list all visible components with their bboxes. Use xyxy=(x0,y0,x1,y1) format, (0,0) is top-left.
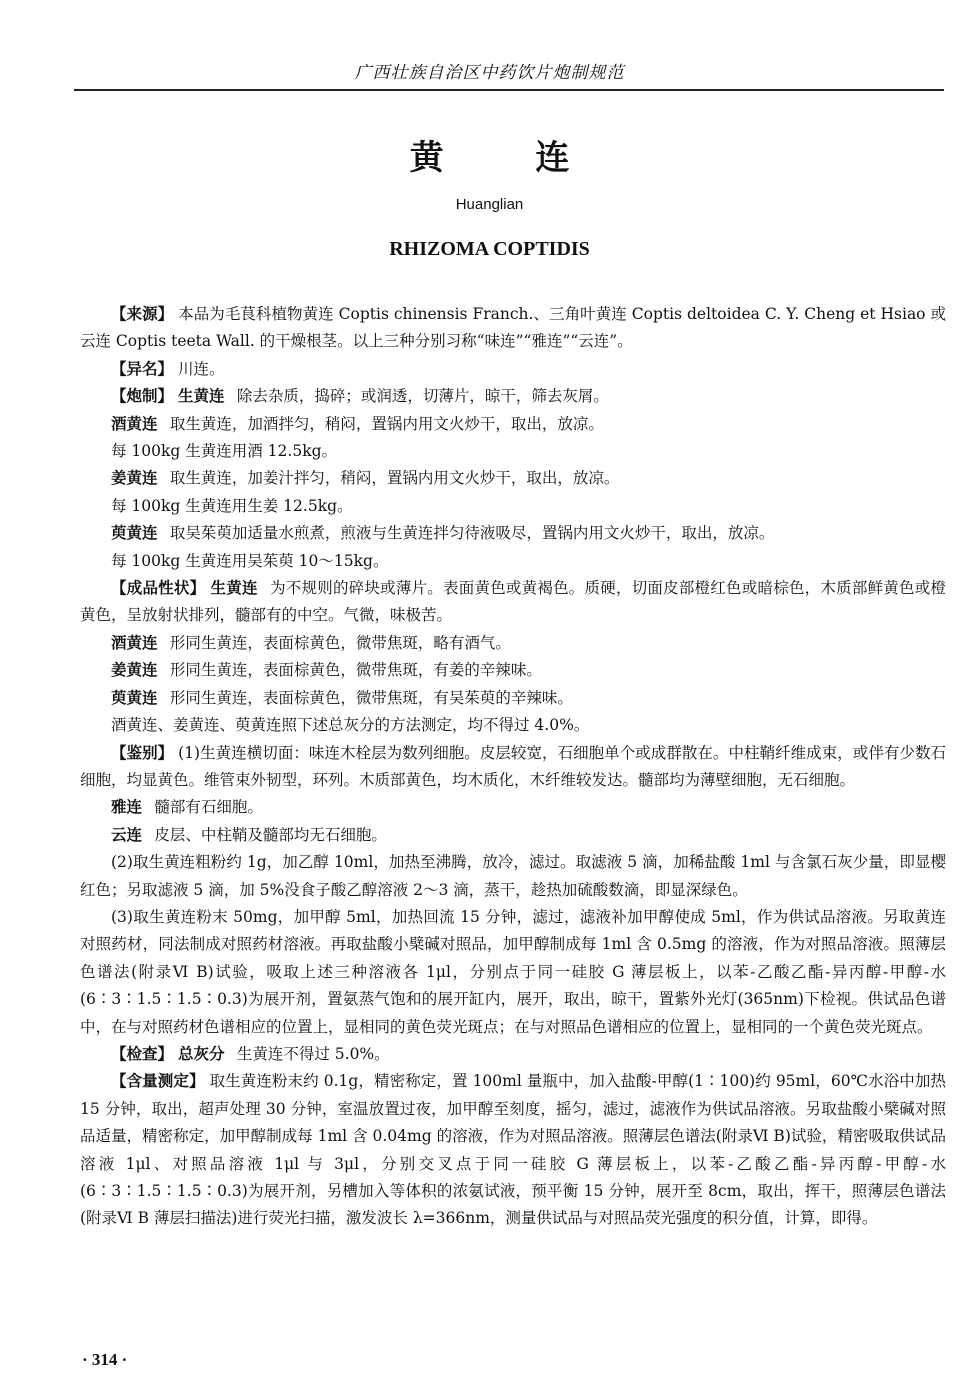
source-text: 本品为毛茛科植物黄连 Coptis chinensis Franch.、三角叶黄连 Coptis deltoidea C. Y. Cheng et Hsiao 或云连 Coptis teeta Wall. 的干燥根茎。以上三种分别习称“味连”“雅连”“云连”。 xyxy=(80,305,946,351)
check-text: 生黄连不得过 5.0%。 xyxy=(236,1044,390,1063)
ident-yun-label: 云连 xyxy=(111,825,143,844)
ginger-ratio: 每 100kg 生黄连用生姜 12.5kg。 xyxy=(111,496,353,515)
source-label: 【来源】 xyxy=(111,305,174,323)
evodia-label: 萸黄连 xyxy=(111,524,158,543)
wine-paragraph xyxy=(80,411,946,438)
char-evodia-text: 形同生黄连，表面棕黄色，微带焦斑，有吴茱萸的辛辣味。 xyxy=(169,688,573,707)
char-raw-text: 为不规则的碎块或薄片。表面黄色或黄褐色。质硬，切面皮部橙红色或暗棕色，木质部鲜黄色或橙黄色，呈放射状排列，髓部有的中空。气微，味极苦。 xyxy=(80,579,946,625)
ident-label: 【鉴别】 xyxy=(111,743,174,762)
ginger-text: 取生黄连，加姜汁拌匀，稍闷，置锅内用文火炒干，取出，放凉。 xyxy=(169,469,620,488)
source-paragraph xyxy=(80,301,946,356)
latin-name: RHIZOMA COPTIDIS xyxy=(389,238,590,260)
alias-paragraph xyxy=(80,356,946,383)
char-evodia-label: 萸黄连 xyxy=(111,688,158,707)
ginger-paragraph xyxy=(80,465,946,492)
ident-paragraph-2: (2)取生黄连粗粉约 1g，加乙醇 10ml，加热至沸腾，放冷，滤过。取滤液 5 滴，加稀盐酸 1ml 与含氯石灰少量，即显樱红色；另取滤液 5 滴，加 5%没食子酸乙醇溶液 2～3 滴，蒸干，趁热加硫酸数滴，即显深绿色。 xyxy=(80,853,946,899)
page-title: 黄 连 xyxy=(409,138,610,178)
ident-ya-text: 髓部有石细胞。 xyxy=(154,798,263,817)
processing-paragraph xyxy=(80,383,946,410)
check-label: 【检查】 xyxy=(111,1044,174,1063)
char-evodia-paragraph xyxy=(80,685,946,712)
monograph-body xyxy=(80,301,946,1233)
raw-text: 除去杂质，捣碎；或润透，切薄片，晾干，筛去灰屑。 xyxy=(236,387,609,406)
assay-text: 取生黄连粉末约 0.1g，精密称定，置 100ml 量瓶中，加入盐酸-甲醇(1∶100)约 95ml，60℃水浴中加热 15 分钟，取出，超声处理 30 分钟，室温放置过夜，加甲醇至刻度，摇匀，滤过，滤液作为供试品溶液。另取盐酸小檗碱对照品适量，精密称定，加甲醇制成每 1ml 含 0.04mg 的溶液，作为对照品溶液。照薄层色谱法(附录Ⅵ B)试验，精密吸取供试品溶液 1μl、对照品溶液 1μl 与 3μl，分别交叉点于同一硅胶 G 薄层板上，以苯-乙酸乙酯-异丙醇-甲醇-水(6∶3∶1.5∶1.5∶0.3)为展开剂，另槽加入等体积的浓氨试液，预平衡 15 分钟，展开至 8cm，取出，挥干，照薄层色谱法(附录Ⅵ B 薄层扫描法)进行荧光扫描，激发波长 λ=366nm，测量供试品与对照品荧光强度的积分值，计算，即得。 xyxy=(80,1072,946,1228)
pinyin-name: Huanglian xyxy=(455,196,524,213)
char-wine-text: 形同生黄连，表面棕黄色，微带焦斑，略有酒气。 xyxy=(169,633,511,652)
processing-label: 【炮制】 xyxy=(111,387,174,406)
header-rule xyxy=(74,89,944,91)
char-wine-label: 酒黄连 xyxy=(111,633,158,652)
check-sub-label: 总灰分 xyxy=(177,1044,225,1063)
running-header: 广西壮族自治区中药饮片炮制规范 xyxy=(354,63,625,83)
raw-label: 生黄连 xyxy=(177,387,225,406)
ident-ya-label: 雅连 xyxy=(111,798,143,817)
ident-1-text: (1)生黄连横切面：味连木栓层为数列细胞。皮层较宽，石细胞单个或成群散在。中柱鞘纤维成束，或伴有少数石细胞，均显黄色。维管束外韧型，环列。木质部黄色，均木质化，木纤维较发达。髓部均为薄壁细胞，无石细胞。 xyxy=(80,743,946,789)
evodia-text: 取吴茱萸加适量水煎煮，煎液与生黄连拌匀待液吸尽，置锅内用文火炒干，取出，放凉。 xyxy=(169,524,775,543)
character-label: 【成品性状】 xyxy=(111,579,206,598)
character-paragraph xyxy=(80,575,946,630)
ident-paragraph-1 xyxy=(80,740,946,795)
ident-ya-paragraph xyxy=(80,794,946,821)
evodia-paragraph xyxy=(80,520,946,547)
page-number: · 314 · xyxy=(82,1350,128,1369)
assay-paragraph xyxy=(80,1068,946,1232)
char-ash-note: 酒黄连、姜黄连、萸黄连照下述总灰分的方法测定，均不得过 4.0%。 xyxy=(111,716,590,735)
ident-yun-paragraph xyxy=(80,822,946,849)
wine-label: 酒黄连 xyxy=(111,414,158,433)
alias-label: 【异名】 xyxy=(111,359,174,378)
char-ginger-paragraph xyxy=(80,657,946,684)
char-wine-paragraph xyxy=(80,630,946,657)
char-ginger-label: 姜黄连 xyxy=(111,661,158,680)
wine-text: 取生黄连，加酒拌匀，稍闷，置锅内用文火炒干，取出，放凉。 xyxy=(169,414,604,433)
ginger-label: 姜黄连 xyxy=(111,469,158,488)
ident-paragraph-3: (3)取生黄连粉末 50mg，加甲醇 5ml，加热回流 15 分钟，滤过，滤液补加甲醇使成 5ml，作为供试品溶液。另取黄连对照药材，同法制成对照药材溶液。再取盐酸小檗碱对照品，加甲醇制成每 1ml 含 0.5mg 的溶液，作为对照品溶液。照薄层色谱法(附录Ⅵ B)试验，吸取上述三种溶液各 1μl，分别点于同一硅胶 G 薄层板上，以苯-乙酸乙酯-异丙醇-甲醇-水(6∶3∶1.5∶1.5∶0.3)为展开剂，置氨蒸气饱和的展开缸内，展开，取出，晾干，置紫外光灯(365nm)下检视。供试品色谱中，在与对照药材色谱相应的位置上，显相同的黄色荧光斑点；在与对照品色谱相应的位置上，显相同的一个黄色荧光斑点。 xyxy=(80,907,946,1036)
alias-text: 川连。 xyxy=(177,359,225,378)
char-ginger-text: 形同生黄连，表面棕黄色，微带焦斑，有姜的辛辣味。 xyxy=(169,661,542,680)
wine-ratio: 每 100kg 生黄连用酒 12.5kg。 xyxy=(111,442,338,461)
char-raw-label: 生黄连 xyxy=(210,579,258,598)
ident-yun-text: 皮层、中柱鞘及髓部均无石细胞。 xyxy=(154,825,387,844)
evodia-ratio: 每 100kg 生黄连用吴茱萸 10～15kg。 xyxy=(111,551,389,570)
check-paragraph xyxy=(80,1041,946,1068)
assay-label: 【含量测定】 xyxy=(111,1072,205,1091)
